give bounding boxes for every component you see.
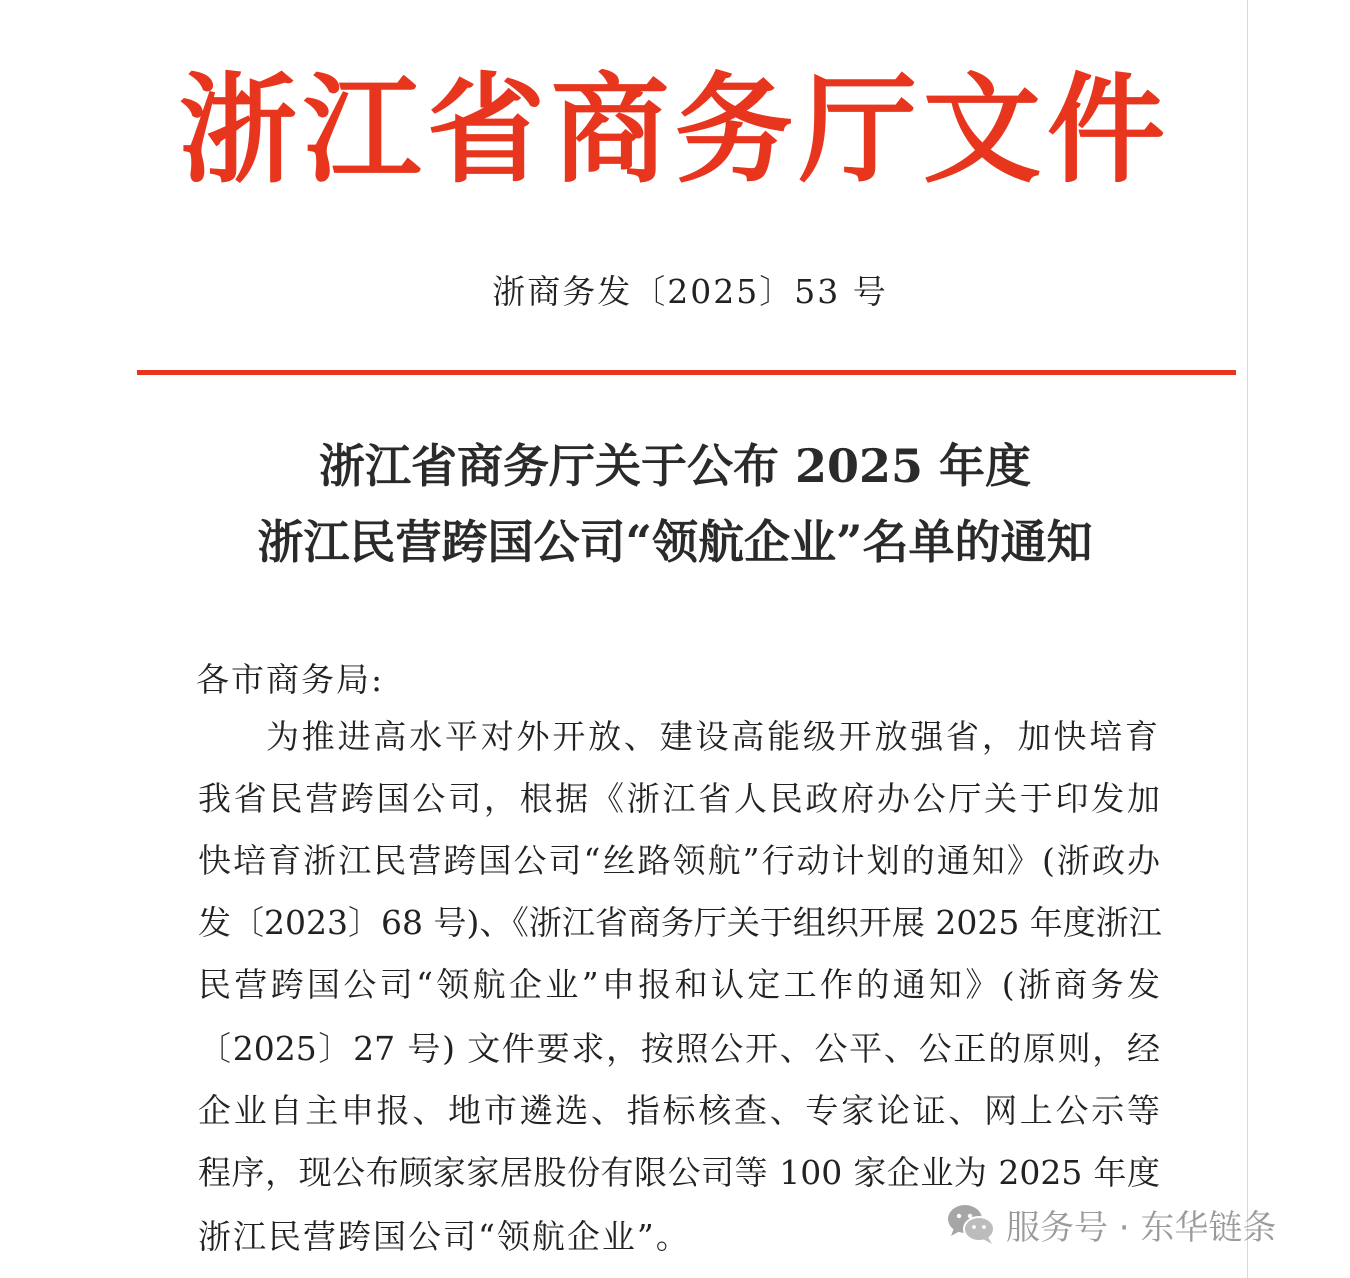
document-number: 浙商务发〔2025〕53 号 — [492, 272, 888, 311]
wechat-icon — [946, 1202, 996, 1246]
body-line: 快培育浙江民营跨国公司“丝路领航”行动计划的通知》(浙政办 — [198, 841, 1160, 880]
masthead-title: 浙江省商务厅文件 — [178, 60, 1171, 199]
body-line: 浙江民营跨国公司“领航企业”。 — [198, 1217, 691, 1256]
body-line: 为推进高水平对外开放、建设高能级开放强省，加快培育 — [266, 717, 1158, 756]
watermark-text: 服务号 · 东华链条 — [1006, 1207, 1277, 1248]
notice-title-line-2: 浙江民营跨国公司“领航企业”名单的通知 — [257, 515, 1093, 569]
body-line: 〔2025〕27 号) 文件要求，按照公开、公平、公正的原则，经 — [198, 1029, 1160, 1068]
salutation: 各市商务局: — [196, 660, 385, 699]
watermark — [946, 1198, 1276, 1250]
body-line: 程序，现公布顾家家居股份有限公司等 100 家企业为 2025 年度 — [198, 1153, 1160, 1192]
body-line: 我省民营跨国公司，根据《浙江省人民政府办公厅关于印发加 — [198, 779, 1160, 818]
body-line: 企业自主申报、地市遴选、指标核查、专家论证、网上公示等 — [198, 1091, 1160, 1130]
page-edge — [1247, 0, 1248, 1278]
body-line: 民营跨国公司“领航企业”申报和认定工作的通知》(浙商务发 — [198, 965, 1160, 1004]
notice-title-line-1: 浙江省商务厅关于公布 2025 年度 — [318, 439, 1032, 493]
body-line: 发〔2023〕68 号)、《浙江省商务厅关于组织开展 2025 年度浙江 — [198, 903, 1162, 942]
red-divider — [137, 370, 1236, 375]
